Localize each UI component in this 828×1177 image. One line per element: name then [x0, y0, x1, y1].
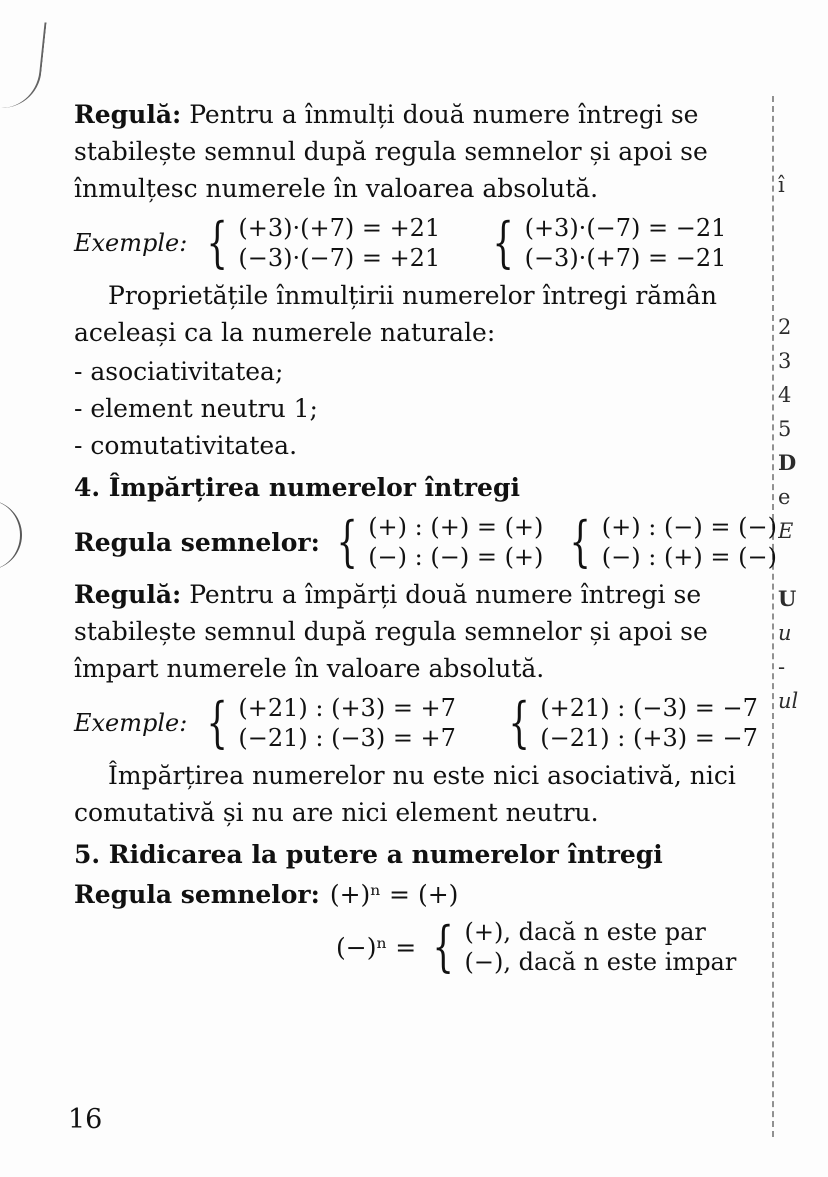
section-4-heading: 4. Împărțirea numerelor întregi — [74, 473, 520, 502]
examples-label: Exemple: — [74, 229, 188, 257]
left-brace-icon: { — [569, 510, 592, 573]
adjacent-line: D — [778, 450, 797, 475]
power-rule-positive: (+)ⁿ = (+) — [329, 880, 459, 909]
rule-text: Pentru a înmulți două numere întregi se stabilește semnul după regula semnelor și apoi se înmulțesc numerele în valoarea absolută. — [74, 100, 708, 203]
properties-intro-paragraph: Proprietățile înmulțirii numerelor întregi rămân aceleași ca la numerele naturale: — [74, 281, 717, 347]
left-brace-icon: { — [206, 691, 228, 754]
left-brace-icon: { — [432, 915, 455, 978]
left-brace-icon: { — [206, 211, 228, 274]
adjacent-line: u — [778, 621, 792, 645]
division-sign-rule — [74, 510, 777, 573]
power-rule-cases — [426, 917, 736, 977]
power-sign-rule — [74, 875, 774, 915]
sign-rule-label: Regula semnelor: — [74, 880, 320, 909]
rule-label: Regulă: — [74, 580, 182, 609]
left-brace-icon: { — [336, 510, 358, 573]
adjacent-line: 3 — [778, 349, 792, 373]
power-case-line: (+), dacă n este par — [464, 918, 706, 946]
left-brace-icon: { — [508, 691, 530, 754]
adjacent-line: 4 — [778, 383, 792, 407]
sign-rule-group-2 — [563, 512, 777, 572]
rule-label: Regulă: — [74, 100, 182, 129]
division-rule-paragraph — [74, 576, 774, 687]
power-rule-negative-base: (−)ⁿ = — [336, 932, 417, 962]
sign-rule-line: (+) : (−) = (−) — [601, 513, 777, 541]
example-line: (−3)·(−7) = +21 — [238, 244, 441, 272]
adjacent-line: î — [778, 173, 785, 197]
section-5-heading: 5. Ridicarea la putere a numerelor întregi — [74, 840, 663, 869]
examples-label: Exemple: — [74, 709, 188, 737]
adjacent-line: E — [778, 519, 794, 543]
multiplication-rule-paragraph — [74, 96, 774, 207]
example-line: (−3)·(+7) = −21 — [524, 244, 727, 272]
power-rule-negative — [336, 917, 774, 977]
examples-group-1 — [200, 693, 456, 753]
sign-rule-line: (−) : (−) = (+) — [368, 543, 544, 571]
adjacent-line: 2 — [778, 315, 792, 339]
property-item-associativity: - asociativitatea; — [74, 357, 284, 386]
adjacent-page-text — [778, 110, 826, 718]
examples-group-2 — [502, 693, 758, 753]
sign-rule-label: Regula semnelor: — [74, 527, 320, 557]
power-case-line: (−), dacă n este impar — [464, 948, 737, 976]
sign-rule-group-1 — [330, 512, 544, 572]
sign-rule-line: (−) : (+) = (−) — [601, 543, 777, 571]
page-number: 16 — [68, 1104, 103, 1135]
adjacent-line: 5 — [778, 417, 792, 441]
example-line: (+21) : (−3) = −7 — [540, 694, 758, 722]
example-line: (−21) : (+3) = −7 — [540, 724, 758, 752]
adjacent-line: U — [778, 586, 797, 611]
examples-group-2 — [486, 213, 726, 273]
multiplication-examples — [74, 213, 774, 273]
adjacent-line: e — [778, 485, 791, 509]
property-item-neutral-element: - element neutru 1; — [74, 394, 318, 423]
adjacent-line: - — [778, 655, 786, 679]
adjacent-line: ul — [778, 689, 799, 713]
example-line: (+3)·(−7) = −21 — [524, 214, 727, 242]
rule-text: Pentru a împărți două numere întregi se stabilește semnul după regula semnelor și apoi se împart numerele în valoare absolută. — [74, 580, 708, 683]
examples-group-1 — [200, 213, 440, 273]
division-note-paragraph: Împărțirea numerelor nu este nici asociativă, nici comutativă și nu are nici element neutru. — [74, 761, 736, 827]
example-line: (+3)·(+7) = +21 — [238, 214, 441, 242]
division-examples — [74, 693, 774, 753]
page-content — [74, 96, 777, 978]
example-line: (−21) : (−3) = +7 — [238, 724, 456, 752]
left-brace-icon: { — [492, 211, 515, 274]
property-item-commutativity: - comutativitatea. — [74, 431, 298, 460]
page-curl-top-artifact — [0, 18, 47, 112]
sign-rule-line: (+) : (+) = (+) — [368, 513, 544, 541]
example-line: (+21) : (+3) = +7 — [238, 694, 456, 722]
page-curl-middle-artifact — [0, 500, 22, 570]
